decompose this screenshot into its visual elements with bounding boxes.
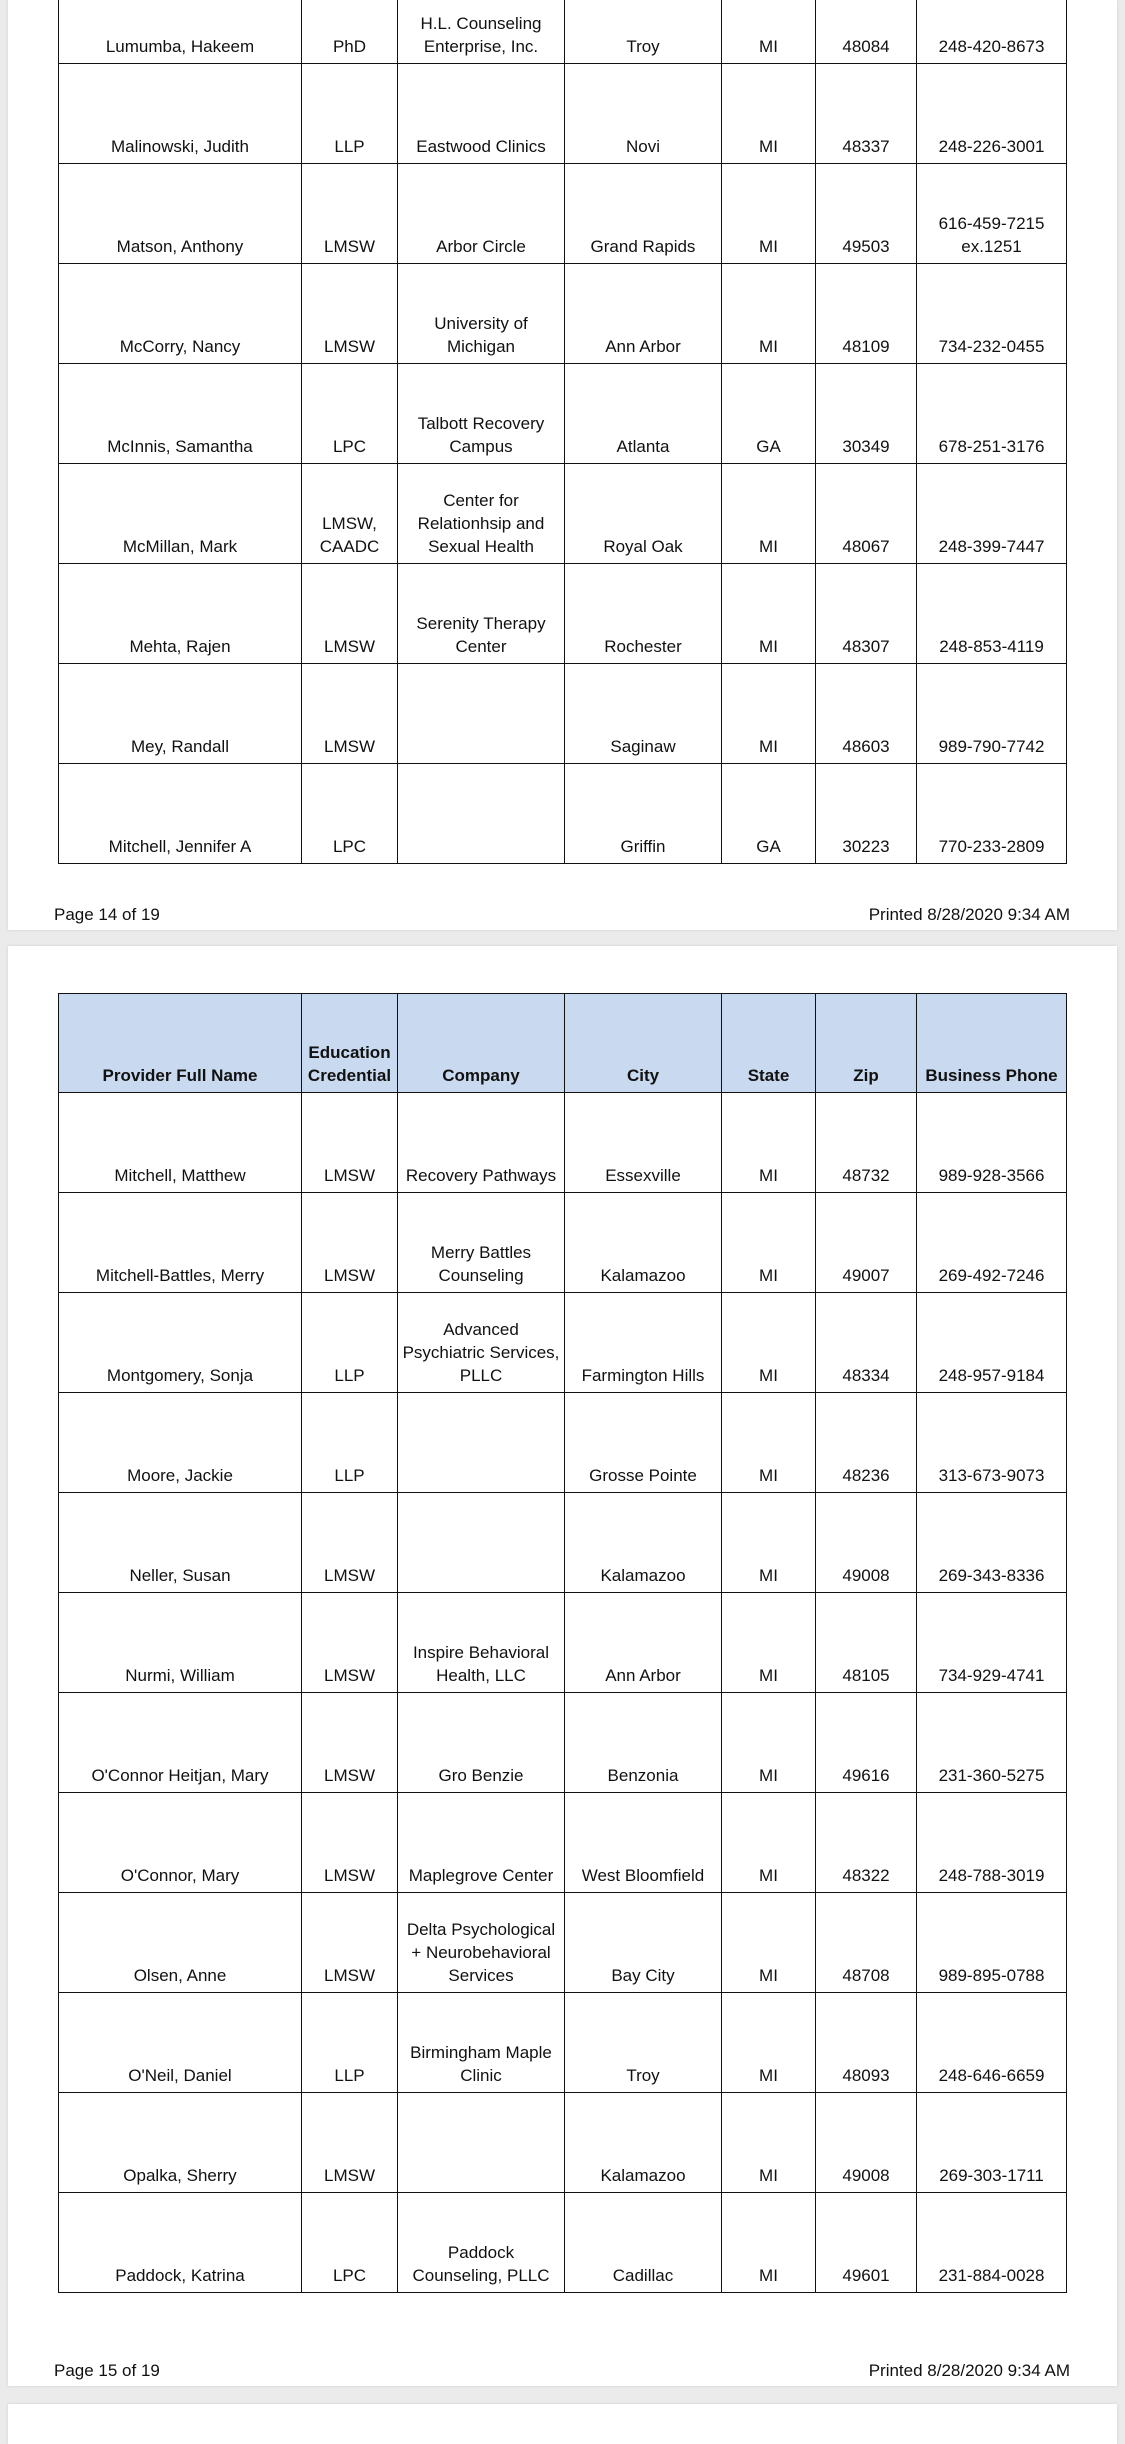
state-cell: MI [722, 1293, 816, 1393]
phone-cell: 678-251-3176 [917, 364, 1067, 464]
table-row [59, 1093, 1067, 1193]
city-cell: Cadillac [565, 2193, 722, 2293]
printed-timestamp: Printed 8/28/2020 9:34 AM [868, 905, 1070, 924]
credential-cell: LLP [302, 64, 398, 164]
phone-cell: 989-928-3566 [917, 1093, 1067, 1193]
table-row [59, 264, 1067, 364]
company-cell: Arbor Circle [398, 164, 565, 264]
provider-name-cell: Matson, Anthony [59, 164, 302, 264]
page-number: Page 14 of 19 [54, 905, 160, 924]
page-14 [8, 0, 1117, 930]
table-row [59, 664, 1067, 764]
table-row [59, 2093, 1067, 2193]
credential-cell: LMSW, CAADC [302, 464, 398, 564]
provider-name-cell: Olsen, Anne [59, 1893, 302, 1993]
table-row [59, 1893, 1067, 1993]
city-cell: Benzonia [565, 1693, 722, 1793]
provider-name-cell: Malinowski, Judith [59, 64, 302, 164]
table-row [59, 1693, 1067, 1793]
state-cell: MI [722, 1393, 816, 1493]
state-cell: MI [722, 1693, 816, 1793]
zip-cell: 48732 [816, 1093, 917, 1193]
city-cell: West Bloomfield [565, 1793, 722, 1893]
company-cell: Eastwood Clinics [398, 64, 565, 164]
credential-cell: LMSW [302, 1893, 398, 1993]
provider-name-cell: Mehta, Rajen [59, 564, 302, 664]
provider-name-cell: Paddock, Katrina [59, 2193, 302, 2293]
company-cell: Inspire Behavioral Health, LLC [398, 1593, 565, 1693]
zip-cell: 49007 [816, 1193, 917, 1293]
company-cell: Maplegrove Center [398, 1793, 565, 1893]
header-provider-full-name: Provider Full Name [59, 994, 302, 1093]
company-cell [398, 764, 565, 864]
phone-cell: 616-459-7215 ex.1251 [917, 164, 1067, 264]
table-row [59, 1393, 1067, 1493]
header-city: City [565, 994, 722, 1093]
credential-cell: LLP [302, 1293, 398, 1393]
credential-cell: LPC [302, 364, 398, 464]
company-cell: Paddock Counseling, PLLC [398, 2193, 565, 2293]
credential-cell: LMSW [302, 1093, 398, 1193]
phone-cell: 248-957-9184 [917, 1293, 1067, 1393]
city-cell: Kalamazoo [565, 1193, 722, 1293]
state-cell: MI [722, 1093, 816, 1193]
zip-cell: 48307 [816, 564, 917, 664]
header-state: State [722, 994, 816, 1093]
table-row [59, 0, 1067, 64]
zip-cell: 48334 [816, 1293, 917, 1393]
zip-cell: 48708 [816, 1893, 917, 1993]
company-cell [398, 1493, 565, 1593]
zip-cell: 49008 [816, 1493, 917, 1593]
provider-name-cell: O'Connor, Mary [59, 1793, 302, 1893]
company-cell [398, 2093, 565, 2193]
provider-name-cell: Lumumba, Hakeem [59, 0, 302, 64]
state-cell: MI [722, 564, 816, 664]
table-row [59, 64, 1067, 164]
city-cell: Bay City [565, 1893, 722, 1993]
table-row [59, 2193, 1067, 2293]
zip-cell: 48093 [816, 1993, 917, 2093]
phone-cell: 248-646-6659 [917, 1993, 1067, 2093]
city-cell: Grand Rapids [565, 164, 722, 264]
city-cell: Rochester [565, 564, 722, 664]
city-cell: Royal Oak [565, 464, 722, 564]
zip-cell: 48084 [816, 0, 917, 64]
company-cell: University of Michigan [398, 264, 565, 364]
city-cell: Kalamazoo [565, 2093, 722, 2193]
header-education-credential: Education Credential [302, 994, 398, 1093]
zip-cell: 49008 [816, 2093, 917, 2193]
table-row [59, 164, 1067, 264]
header-zip: Zip [816, 994, 917, 1093]
company-cell: Talbott Recovery Campus [398, 364, 565, 464]
table-row [59, 1493, 1067, 1593]
provider-name-cell: McMillan, Mark [59, 464, 302, 564]
phone-cell: 248-226-3001 [917, 64, 1067, 164]
company-cell: Merry Battles Counseling [398, 1193, 565, 1293]
provider-name-cell: Mey, Randall [59, 664, 302, 764]
phone-cell: 231-360-5275 [917, 1693, 1067, 1793]
table-row [59, 764, 1067, 864]
zip-cell: 48322 [816, 1793, 917, 1893]
phone-cell: 313-673-9073 [917, 1393, 1067, 1493]
credential-cell: LLP [302, 1993, 398, 2093]
phone-cell: 248-853-4119 [917, 564, 1067, 664]
company-cell: Gro Benzie [398, 1693, 565, 1793]
phone-cell: 231-884-0028 [917, 2193, 1067, 2293]
city-cell: Novi [565, 64, 722, 164]
table-row [59, 1793, 1067, 1893]
city-cell: Ann Arbor [565, 1593, 722, 1693]
state-cell: MI [722, 2193, 816, 2293]
provider-name-cell: Moore, Jackie [59, 1393, 302, 1493]
provider-name-cell: O'Neil, Daniel [59, 1993, 302, 2093]
credential-cell: LMSW [302, 1593, 398, 1693]
zip-cell: 49601 [816, 2193, 917, 2293]
zip-cell: 48337 [816, 64, 917, 164]
table-header-row [59, 994, 1067, 1093]
provider-name-cell: McCorry, Nancy [59, 264, 302, 364]
company-cell: Recovery Pathways [398, 1093, 565, 1193]
state-cell: GA [722, 764, 816, 864]
page-16 [8, 2404, 1117, 2444]
zip-cell: 48236 [816, 1393, 917, 1493]
credential-cell: LMSW [302, 564, 398, 664]
table-row [59, 1193, 1067, 1293]
table-row [59, 1993, 1067, 2093]
credential-cell: LMSW [302, 264, 398, 364]
state-cell: MI [722, 64, 816, 164]
table-row [59, 464, 1067, 564]
state-cell: MI [722, 664, 816, 764]
state-cell: MI [722, 1793, 816, 1893]
page-15 [8, 946, 1117, 2386]
zip-cell: 48105 [816, 1593, 917, 1693]
header-business-phone: Business Phone [917, 994, 1067, 1093]
provider-table-page-14 [58, 0, 1067, 864]
company-cell: Center for Relationhsip and Sexual Health [398, 464, 565, 564]
state-cell: MI [722, 1893, 816, 1993]
company-cell: Birmingham Maple Clinic [398, 1993, 565, 2093]
credential-cell: LPC [302, 2193, 398, 2293]
phone-cell: 989-895-0788 [917, 1893, 1067, 1993]
state-cell: MI [722, 264, 816, 364]
printed-timestamp: Printed 8/28/2020 9:34 AM [868, 2361, 1070, 2380]
phone-cell: 248-420-8673 [917, 0, 1067, 64]
company-cell [398, 1393, 565, 1493]
state-cell: MI [722, 1993, 816, 2093]
city-cell: Saginaw [565, 664, 722, 764]
zip-cell: 30349 [816, 364, 917, 464]
phone-cell: 989-790-7742 [917, 664, 1067, 764]
table-row [59, 1293, 1067, 1393]
city-cell: Griffin [565, 764, 722, 864]
company-cell: H.L. Counseling Enterprise, Inc. [398, 0, 565, 64]
city-cell: Essexville [565, 1093, 722, 1193]
city-cell: Ann Arbor [565, 264, 722, 364]
phone-cell: 269-303-1711 [917, 2093, 1067, 2193]
table-row [59, 564, 1067, 664]
city-cell: Atlanta [565, 364, 722, 464]
credential-cell: LMSW [302, 664, 398, 764]
credential-cell: LMSW [302, 1693, 398, 1793]
phone-cell: 269-343-8336 [917, 1493, 1067, 1593]
state-cell: MI [722, 164, 816, 264]
city-cell: Grosse Pointe [565, 1393, 722, 1493]
provider-name-cell: Opalka, Sherry [59, 2093, 302, 2193]
table-row [59, 1593, 1067, 1693]
phone-cell: 248-399-7447 [917, 464, 1067, 564]
credential-cell: LMSW [302, 1793, 398, 1893]
credential-cell: LMSW [302, 1193, 398, 1293]
company-cell: Delta Psychological + Neurobehavioral Services [398, 1893, 565, 1993]
state-cell: MI [722, 464, 816, 564]
provider-name-cell: Mitchell-Battles, Merry [59, 1193, 302, 1293]
phone-cell: 269-492-7246 [917, 1193, 1067, 1293]
company-cell [398, 664, 565, 764]
provider-name-cell: Neller, Susan [59, 1493, 302, 1593]
credential-cell: LMSW [302, 164, 398, 264]
page-number: Page 15 of 19 [54, 2361, 160, 2380]
state-cell: MI [722, 0, 816, 64]
credential-cell: LMSW [302, 1493, 398, 1593]
provider-name-cell: Montgomery, Sonja [59, 1293, 302, 1393]
provider-name-cell: O'Connor Heitjan, Mary [59, 1693, 302, 1793]
phone-cell: 770-233-2809 [917, 764, 1067, 864]
company-cell: Serenity Therapy Center [398, 564, 565, 664]
state-cell: GA [722, 364, 816, 464]
city-cell: Troy [565, 0, 722, 64]
city-cell: Farmington Hills [565, 1293, 722, 1393]
city-cell: Kalamazoo [565, 1493, 722, 1593]
credential-cell: LPC [302, 764, 398, 864]
state-cell: MI [722, 2093, 816, 2193]
credential-cell: LLP [302, 1393, 398, 1493]
zip-cell: 48067 [816, 464, 917, 564]
credential-cell: LMSW [302, 2093, 398, 2193]
zip-cell: 48109 [816, 264, 917, 364]
header-company: Company [398, 994, 565, 1093]
state-cell: MI [722, 1493, 816, 1593]
city-cell: Troy [565, 1993, 722, 2093]
zip-cell: 49616 [816, 1693, 917, 1793]
phone-cell: 734-232-0455 [917, 264, 1067, 364]
zip-cell: 48603 [816, 664, 917, 764]
provider-name-cell: Mitchell, Matthew [59, 1093, 302, 1193]
credential-cell: PhD [302, 0, 398, 64]
state-cell: MI [722, 1193, 816, 1293]
phone-cell: 734-929-4741 [917, 1593, 1067, 1693]
phone-cell: 248-788-3019 [917, 1793, 1067, 1893]
provider-name-cell: Mitchell, Jennifer A [59, 764, 302, 864]
table-row [59, 364, 1067, 464]
state-cell: MI [722, 1593, 816, 1693]
zip-cell: 49503 [816, 164, 917, 264]
provider-table-page-15 [58, 993, 1067, 2293]
provider-name-cell: McInnis, Samantha [59, 364, 302, 464]
zip-cell: 30223 [816, 764, 917, 864]
provider-name-cell: Nurmi, William [59, 1593, 302, 1693]
company-cell: Advanced Psychiatric Services, PLLC [398, 1293, 565, 1393]
